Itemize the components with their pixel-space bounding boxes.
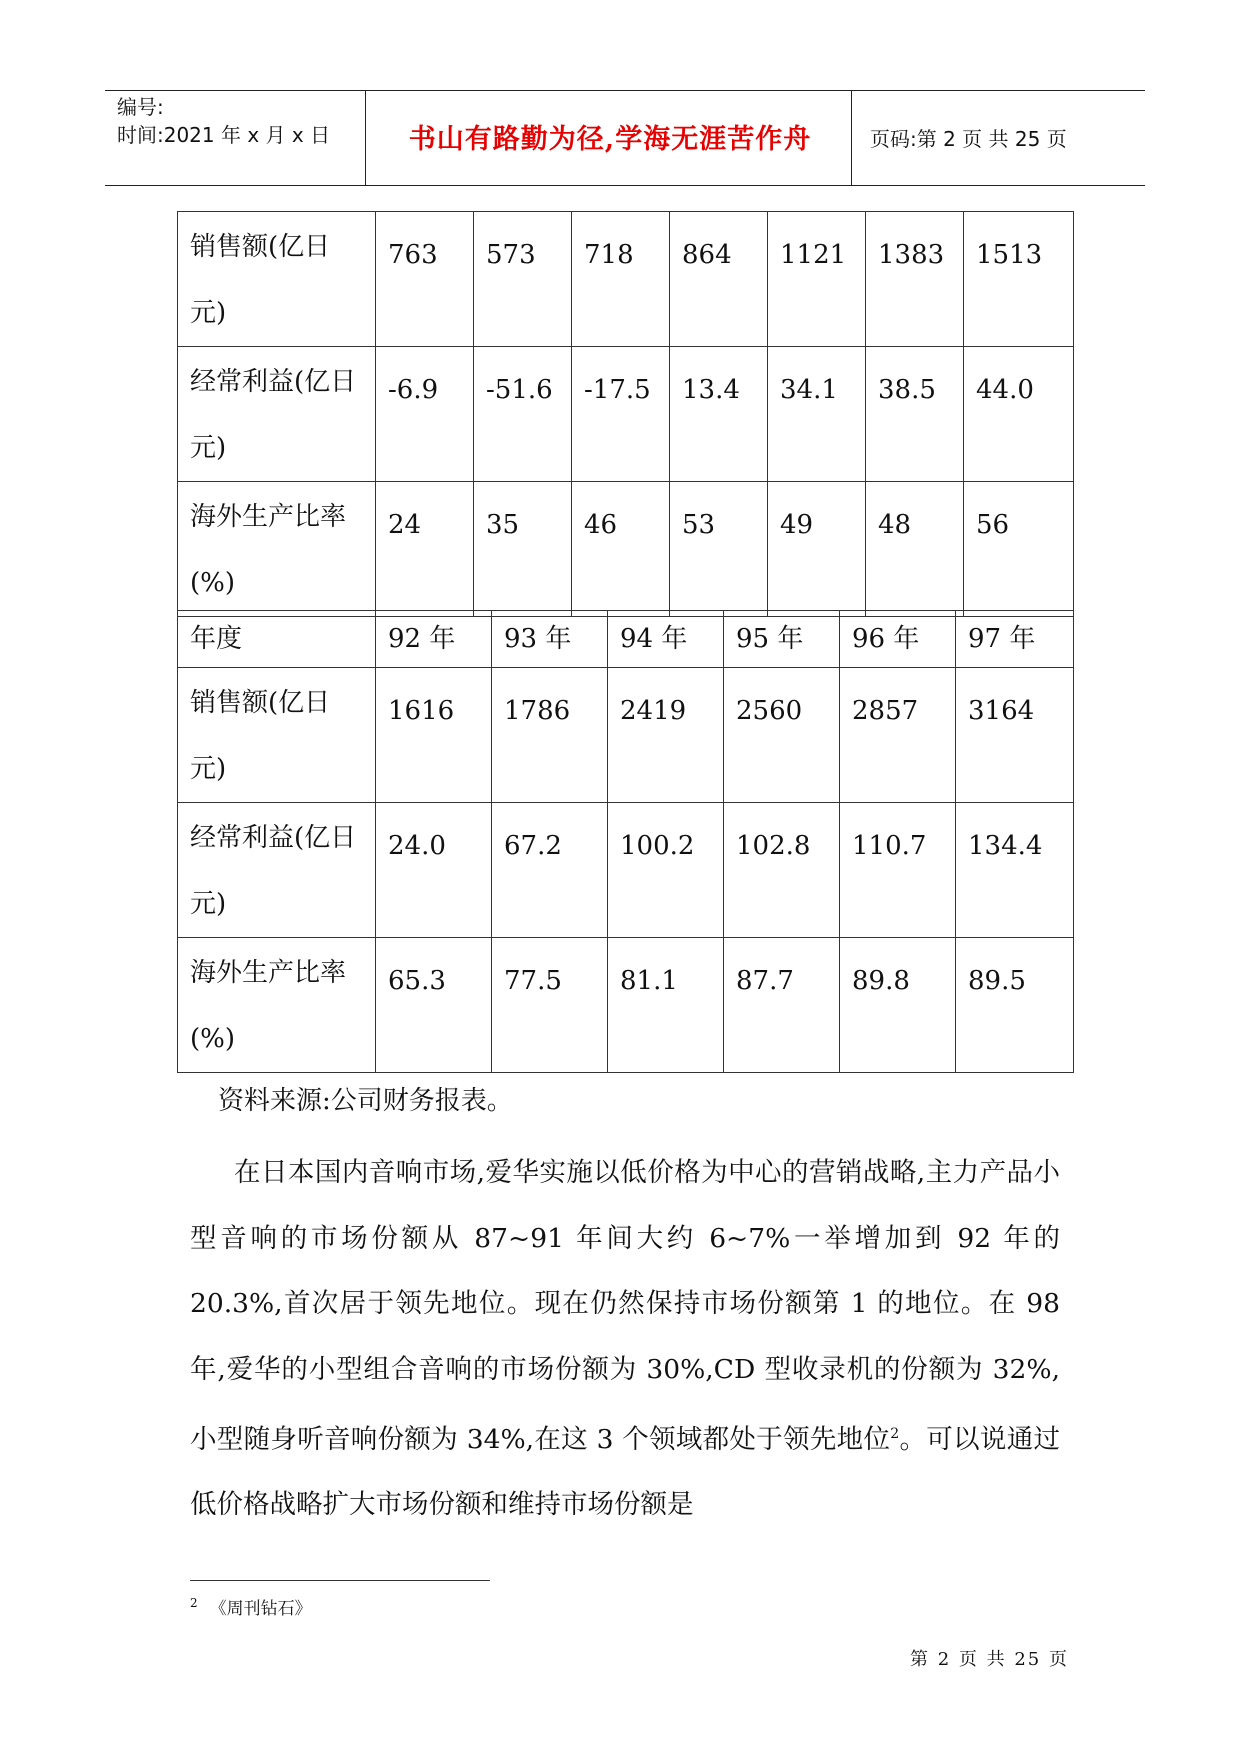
header-meta xyxy=(117,93,330,149)
table-header-year: 92 年 xyxy=(376,611,492,668)
paragraph-text: 在日本国内音响市场,爱华实施以低价格为中心的营销战略,主力产品小型音响的市场份额从 87~91 年间大约 6~7%一举增加到 92 年的 20.3%,首次居于领先地位。现在仍然保持市场份额第 1 的地位。在 98 年,爱华的小型组合音响的市场份额为 30%,CD 型收录机的份额为 32%,小型随身听音响份额为 34%,在这 3 个领域都处于领先地位 xyxy=(190,1157,1060,1455)
header-page-info: 页码:第 2 页 共 25 页 xyxy=(870,127,1067,151)
header-divider xyxy=(365,91,366,185)
table-cell: 13.4 xyxy=(670,347,768,482)
table-cell: 1616 xyxy=(376,668,492,803)
table-cell: 2419 xyxy=(608,668,724,803)
footnote xyxy=(190,1594,312,1619)
footnote-ref: 2 xyxy=(890,1426,900,1442)
page-header xyxy=(105,90,1145,186)
financial-table-1 xyxy=(177,211,1074,617)
footnote-divider xyxy=(190,1580,490,1581)
table-cell: 102.8 xyxy=(724,803,840,938)
table-cell: 864 xyxy=(670,212,768,347)
table-cell: 24 xyxy=(376,482,474,617)
table-cell: 1121 xyxy=(768,212,866,347)
table-cell: -17.5 xyxy=(572,347,670,482)
header-motto: 书山有路勤为径,学海无涯苦作舟 xyxy=(408,124,812,155)
table-cell: 49 xyxy=(768,482,866,617)
table-header-year: 93 年 xyxy=(492,611,608,668)
table-cell: 67.2 xyxy=(492,803,608,938)
table-cell: 1513 xyxy=(964,212,1074,347)
table-row xyxy=(178,347,1074,482)
table-cell: 2560 xyxy=(724,668,840,803)
table-cell: 53 xyxy=(670,482,768,617)
table-header-year: 94 年 xyxy=(608,611,724,668)
table-header-row xyxy=(178,611,1074,668)
body-paragraph xyxy=(190,1140,1060,1538)
table-cell: 3164 xyxy=(956,668,1074,803)
row-label: 海外生产比率(%) xyxy=(178,482,376,617)
doc-number-label: 编号: xyxy=(117,95,164,119)
table-header-year: 96 年 xyxy=(840,611,956,668)
header-divider xyxy=(851,91,852,185)
doc-time-label: 时间:2021 年 x 月 x 日 xyxy=(117,123,331,147)
paragraph-tail: 。可以说通过低价格战略扩大市场份额和维持市场份额是 xyxy=(190,1423,1060,1521)
table-cell: 1383 xyxy=(866,212,964,347)
table-cell: 65.3 xyxy=(376,938,492,1073)
table-row xyxy=(178,803,1074,938)
table-header-year: 95 年 xyxy=(724,611,840,668)
table-cell: 46 xyxy=(572,482,670,617)
table-cell: -6.9 xyxy=(376,347,474,482)
table-row xyxy=(178,938,1074,1073)
table-header-label: 年度 xyxy=(178,611,376,668)
table-header-year: 97 年 xyxy=(956,611,1074,668)
table-cell: 718 xyxy=(572,212,670,347)
table-cell: 89.5 xyxy=(956,938,1074,1073)
table-cell: 89.8 xyxy=(840,938,956,1073)
footnote-text: 《周刊钻石》 xyxy=(209,1599,312,1619)
row-label: 经常利益(亿日元) xyxy=(178,347,376,482)
footnote-mark: 2 xyxy=(190,1596,198,1611)
table-cell: 38.5 xyxy=(866,347,964,482)
table-cell: 48 xyxy=(866,482,964,617)
row-label: 海外生产比率(%) xyxy=(178,938,376,1073)
table-cell: 1786 xyxy=(492,668,608,803)
table-cell: 134.4 xyxy=(956,803,1074,938)
table-cell: 34.1 xyxy=(768,347,866,482)
table-row xyxy=(178,668,1074,803)
table-cell: 2857 xyxy=(840,668,956,803)
financial-table-2 xyxy=(177,610,1074,1073)
table-cell: -51.6 xyxy=(474,347,572,482)
table-row xyxy=(178,212,1074,347)
page-footer: 第 2 页 共 25 页 xyxy=(910,1649,1069,1670)
row-label: 销售额(亿日元) xyxy=(178,668,376,803)
table-cell: 573 xyxy=(474,212,572,347)
table-row xyxy=(178,482,1074,617)
table-cell: 763 xyxy=(376,212,474,347)
table-cell: 44.0 xyxy=(964,347,1074,482)
table-cell: 81.1 xyxy=(608,938,724,1073)
table-cell: 56 xyxy=(964,482,1074,617)
row-label: 销售额(亿日元) xyxy=(178,212,376,347)
table-cell: 77.5 xyxy=(492,938,608,1073)
table-cell: 87.7 xyxy=(724,938,840,1073)
row-label: 经常利益(亿日元) xyxy=(178,803,376,938)
table-cell: 35 xyxy=(474,482,572,617)
data-source-note: 资料来源:公司财务报表。 xyxy=(218,1086,513,1116)
table-cell: 110.7 xyxy=(840,803,956,938)
table-cell: 100.2 xyxy=(608,803,724,938)
table-cell: 24.0 xyxy=(376,803,492,938)
